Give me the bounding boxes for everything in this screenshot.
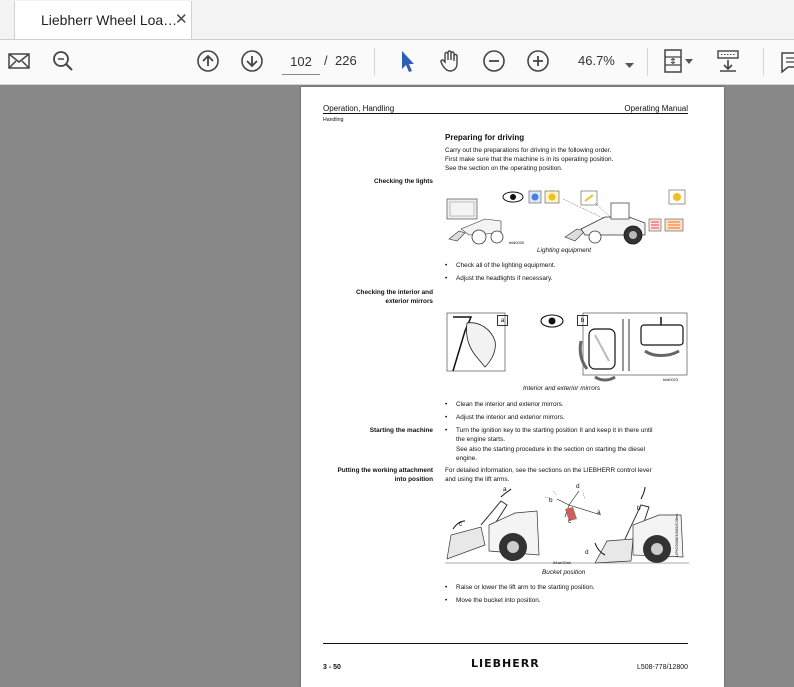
- body-text: For detailed information, see the sections on the LIEBHERR control lever: [445, 467, 652, 474]
- figure-code: bild0023: [663, 377, 679, 382]
- bucket-label: c: [459, 521, 463, 528]
- bucket-label: b: [637, 505, 641, 512]
- bullet-text: Check all of the lighting equipment.: [456, 262, 556, 269]
- chevron-down-icon[interactable]: [684, 48, 694, 74]
- comment-icon[interactable]: [776, 48, 794, 74]
- document-viewer[interactable]: [0, 85, 794, 683]
- bucket-label: b: [549, 497, 553, 504]
- body-text: See also the starting procedure in the section on starting the diesel: [456, 446, 645, 453]
- page-number-input[interactable]: [282, 48, 320, 75]
- tab-bar: [0, 0, 794, 40]
- figure-code: bild0030: [509, 240, 525, 245]
- bucket-caption: Bucket position: [542, 569, 586, 576]
- footer-page-number: 3 - 50: [323, 664, 341, 671]
- toolbar-divider: [763, 48, 764, 76]
- intro-line: See the section on the operating position.: [445, 165, 563, 172]
- bucket-label: a: [503, 486, 507, 493]
- bullet-text: Clean the interior and exterior mirrors.: [456, 401, 564, 408]
- header-right: Operating Manual: [624, 104, 688, 113]
- zoom-select[interactable]: [570, 48, 640, 74]
- header-sub: Handling: [323, 117, 344, 123]
- side-code: LIPrG2008/10/09/C38en: [674, 513, 679, 557]
- mirror-tag-b: b: [577, 315, 588, 326]
- footer-rule: [323, 643, 688, 644]
- zoom-in-icon[interactable]: [525, 48, 551, 74]
- bullet-icon: •: [445, 427, 448, 434]
- page-up-icon[interactable]: [195, 48, 221, 74]
- body-text: the engine starts.: [456, 436, 506, 443]
- body-text: and using the lift arms.: [445, 476, 510, 483]
- side-label-attachment: into position: [394, 476, 433, 483]
- bucket-label: d: [585, 549, 589, 556]
- side-label-attachment: Putting the working attachment: [337, 467, 433, 474]
- footer-doc-code: L508-778/12800: [637, 664, 688, 671]
- pdf-page: [301, 87, 724, 687]
- toolbar-divider: [647, 48, 648, 76]
- zoom-value: 46.7%: [578, 53, 615, 68]
- bullet-text: Adjust the interior and exterior mirrors.: [456, 414, 565, 421]
- bucket-label: d: [576, 483, 580, 490]
- fit-page-icon[interactable]: [660, 48, 686, 74]
- side-label-mirrors: Checking the interior and: [355, 289, 433, 296]
- page-separator: /: [324, 53, 328, 68]
- bullet-icon: •: [445, 262, 448, 269]
- zoom-out-icon[interactable]: [481, 48, 507, 74]
- bullet-icon: •: [445, 401, 448, 408]
- bullet-icon: •: [445, 597, 448, 604]
- toolbar: [0, 40, 794, 85]
- side-label-lights: Checking the lights: [374, 178, 433, 185]
- bullet-text: Adjust the headlights if necessary.: [456, 275, 553, 282]
- bullet-icon: •: [445, 414, 448, 421]
- toolbar-divider: [374, 48, 375, 76]
- intro-line: Carry out the preparations for driving in the following order.: [445, 147, 612, 154]
- tab-title: Liebherr Wheel Loa…: [41, 12, 178, 28]
- document-tab[interactable]: [14, 1, 192, 39]
- header-left: Operation, Handling: [323, 104, 395, 113]
- bullet-icon: •: [445, 275, 448, 282]
- scroll-mode-icon[interactable]: [715, 48, 741, 74]
- body-text: Turn the ignition key to the starting position II and keep it in there until: [456, 427, 653, 434]
- header-rule: [323, 113, 688, 114]
- bucket-illustration: [445, 485, 689, 567]
- lights-caption: Lighting equipment: [537, 247, 592, 254]
- mirrors-illustration: [445, 311, 689, 383]
- side-label-mirrors: exterior mirrors: [385, 298, 433, 305]
- side-label-start: Starting the machine: [369, 427, 433, 434]
- mirror-tag-a: a: [497, 315, 508, 326]
- mirrors-caption: Interior and exterior mirrors: [523, 385, 601, 392]
- lighting-illustration: [445, 189, 689, 247]
- body-text: engine.: [456, 455, 477, 462]
- tab-close-icon[interactable]: ✕: [175, 11, 188, 28]
- intro-line: First make sure that the machine is in its operating position.: [445, 156, 614, 163]
- liebherr-logo: LIEBHERR: [471, 657, 540, 670]
- hand-tool-icon[interactable]: [437, 48, 463, 74]
- bullet-text: Move the bucket into position.: [456, 597, 541, 604]
- search-icon[interactable]: [50, 48, 76, 74]
- bullet-text: Raise or lower the lift arm to the starting position.: [456, 584, 595, 591]
- select-tool-icon[interactable]: [394, 48, 420, 74]
- bucket-label: a: [597, 509, 601, 516]
- figure-code: 84ae10ab: [553, 560, 571, 565]
- bucket-label: c: [568, 518, 572, 525]
- page-down-icon[interactable]: [239, 48, 265, 74]
- section-heading: Preparing for driving: [445, 133, 525, 142]
- page-total: 226: [335, 53, 357, 68]
- chevron-down-icon: [625, 56, 634, 74]
- bullet-icon: •: [445, 584, 448, 591]
- mail-icon[interactable]: [6, 48, 32, 74]
